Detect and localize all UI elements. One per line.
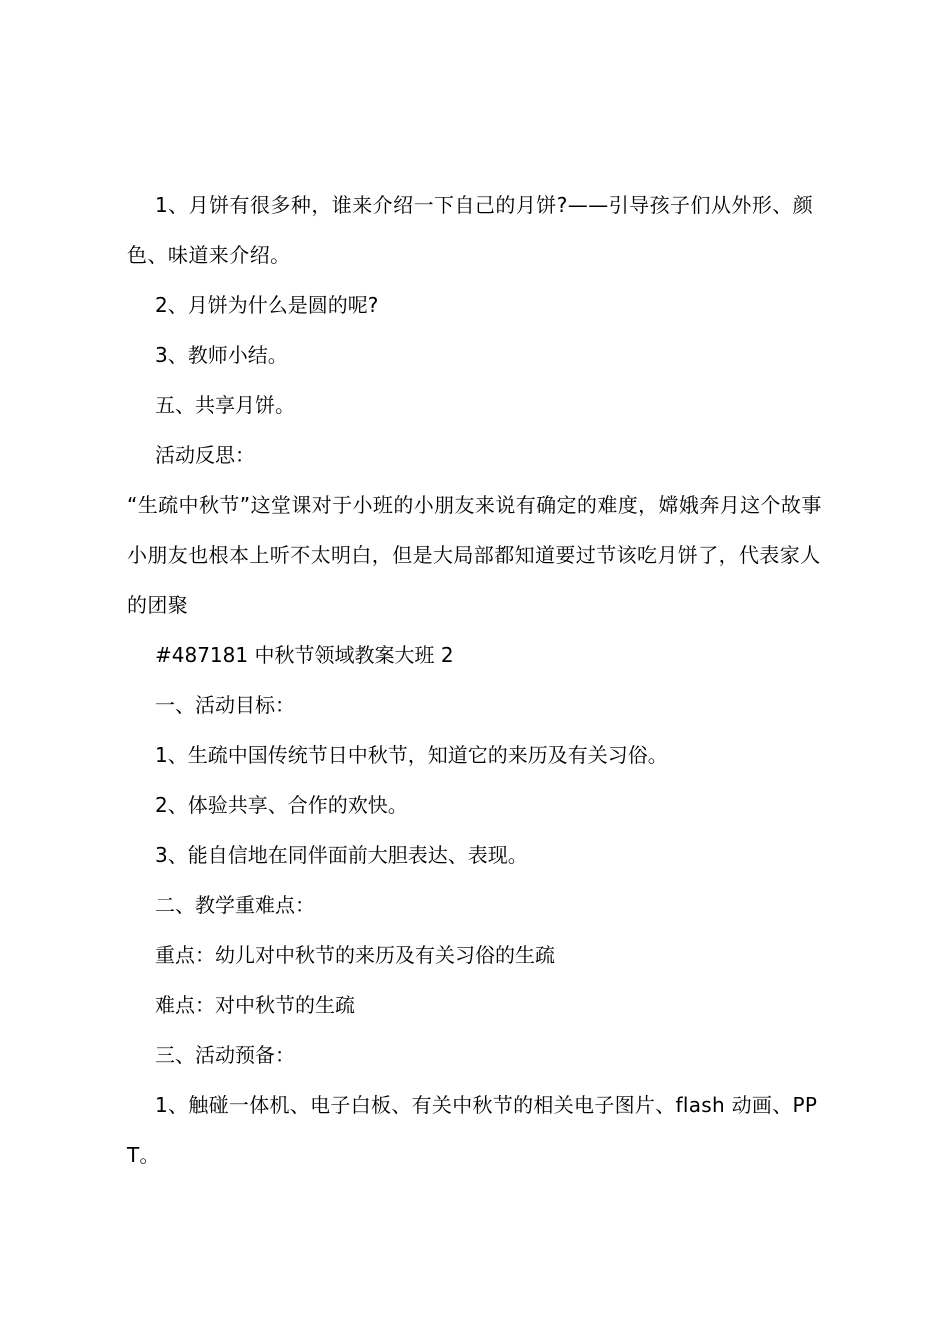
- heading-activity-reflection: 活动反思：: [155, 443, 255, 467]
- paragraph-difficulty: 难点：对中秋节的生疏: [155, 993, 355, 1017]
- paragraph-teacher-summary: 3、教师小结。: [155, 343, 288, 367]
- paragraph-key-point: 重点：幼儿对中秋节的来历及有关习俗的生疏: [155, 943, 555, 967]
- heading-activity-goals: 一、活动目标：: [155, 693, 295, 717]
- paragraph-share-mooncakes: 五、共享月饼。: [155, 393, 295, 417]
- paragraph-mooncake-intro: 1、月饼有很多种，谁来介绍一下自己的月饼?——引导孩子们从外形、颜色、味道来介绍。: [127, 193, 814, 267]
- goal-item-2: 2、体验共享、合作的欢快。: [155, 793, 408, 817]
- goal-item-3: 3、能自信地在同伴面前大胆表达、表现。: [155, 843, 528, 867]
- paragraph-reflection-body: “生疏中秋节”这堂课对于小班的小朋友来说有确定的难度，嫦娥奔月这个故事小朋友也根本上听不太明白，但是大局部都知道要过节该吃月饼了，代表家人的团聚: [127, 493, 822, 617]
- heading-activity-preparation: 三、活动预备：: [155, 1043, 295, 1067]
- heading-key-difficulties: 二、教学重难点：: [155, 893, 315, 917]
- preparation-item-1: 1、触碰一体机、电子白板、有关中秋节的相关电子图片、flash 动画、PPT。: [127, 1093, 818, 1167]
- paragraph-why-round: 2、月饼为什么是圆的呢?: [155, 293, 379, 317]
- heading-lesson-plan-title: #487181 中秋节领域教案大班 2: [155, 643, 454, 667]
- goal-item-1: 1、生疏中国传统节日中秋节，知道它的来历及有关习俗。: [155, 743, 668, 767]
